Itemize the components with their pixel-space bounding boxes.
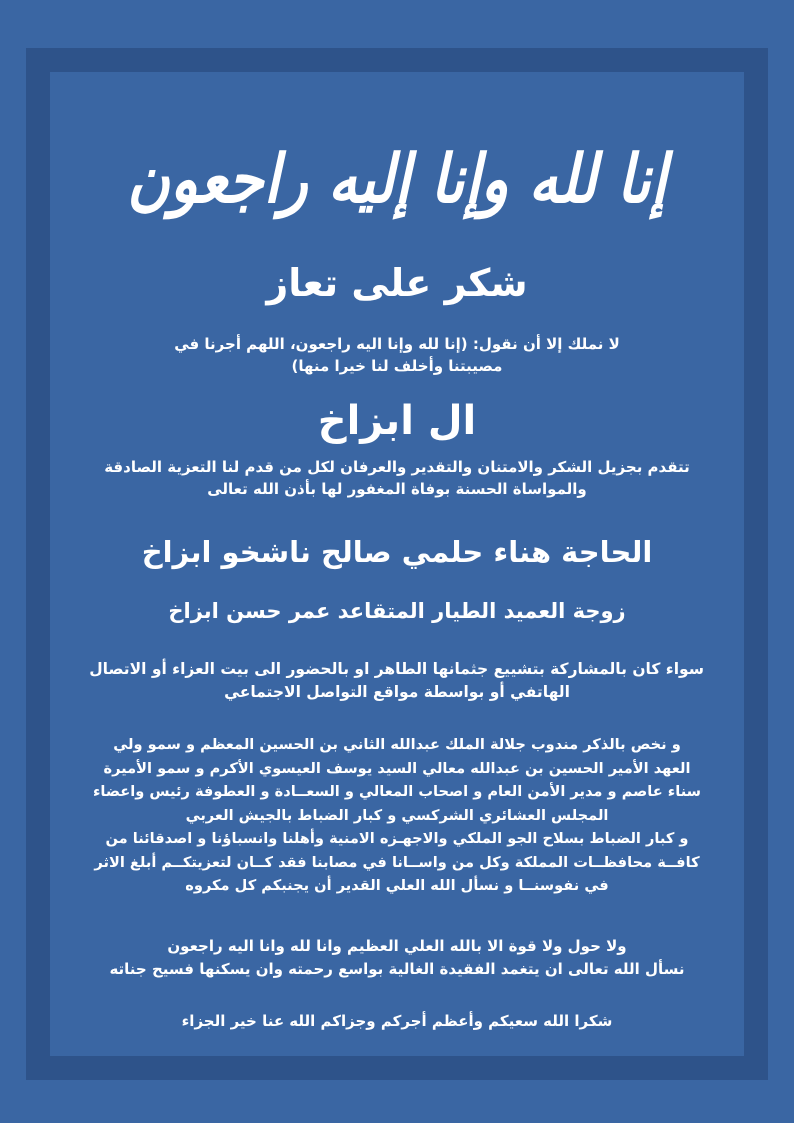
prayer-paragraph (90, 935, 704, 981)
family-name: ال ابزاخ (317, 398, 477, 444)
prayer-line: ولا حول ولا قوة الا بالله العلي العظيم وانا لله وانا اليه راجعون (167, 937, 627, 955)
condolence-card (50, 72, 744, 1056)
thanks-line: تتقدم بجزيل الشكر والامتنان والتقدير والعرفان لكل من قدم لنا التعزية الصادقة (104, 458, 690, 476)
deceased-name: الحاجة هناء حلمي صالح ناشخو ابزاخ (141, 535, 653, 569)
dua-paragraph (90, 333, 704, 377)
dua-line: لا نملك إلا أن نقول: (إنا لله وإنا اليه راجعون، اللهم أجرنا في (174, 335, 620, 353)
mention-line: العهد الأمير الحسين بن عبدالله معالي السيد يوسف العيسوي الأكرم و سمو الأميرة (103, 759, 691, 777)
mention-line: في نفوسنــا و نسأل الله العلي القدير أن يجنبكم كل مكروه (185, 877, 609, 894)
prayer-line: نسأل الله تعالى ان يتغمد الفقيدة الغالية بواسع رحمته وان يسكنها فسيح جناته (109, 960, 685, 978)
thanks-paragraph (90, 456, 704, 500)
special-mention-paragraph (90, 733, 704, 898)
mention-line: و كبار الضباط بسلاح الجو الملكي والاجهـزه الامنية وأهلنا وانسباؤنا و اصدقائنا من (105, 830, 689, 847)
dua-line: مصيبتنا وأخلف لنا خيرا منها) (291, 357, 503, 375)
thanks-line: والمواساة الحسنة بوفاة المغفور لها بأذن الله تعالى (207, 480, 587, 498)
mention-line: كافــة محافظــات المملكة وكل من واســانا في مصابنا فقد كــان لتعزيتكــم أبلغ الاثر (94, 853, 700, 871)
ways-line: الهاتفي أو بواسطة مواقع التواصل الاجتماعي (224, 683, 570, 701)
mention-line: سناء عاصم و مدير الأمن العام و اصحاب المعالي و السعــادة و العطوفة رئيس واعضاء (92, 783, 702, 800)
mention-line: المجلس العشائري الشركسي و كبار الضباط بالجيش العربي (185, 806, 609, 824)
calligraphy-heading: إنا لله وإنا إليه راجعون (127, 139, 667, 219)
spouse-line: زوجة العميد الطيار المتقاعد عمر حسن ابزاخ (168, 599, 626, 623)
mention-line: و نخص بالذكر مندوب جلالة الملك عبدالله الثاني بن الحسين المعظم و سمو ولي (113, 736, 681, 753)
page-title: شكر على تعاز (266, 261, 528, 305)
condolence-ways-paragraph (90, 658, 704, 704)
ways-line: سواء كان بالمشاركة بتشييع جثمانها الطاهر او بالحضور الى بيت العزاء أو الاتصال (89, 660, 704, 678)
closing-line: شكرا الله سعيكم وأعظم أجركم وجزاكم الله عنا خير الجزاء (181, 1012, 613, 1030)
